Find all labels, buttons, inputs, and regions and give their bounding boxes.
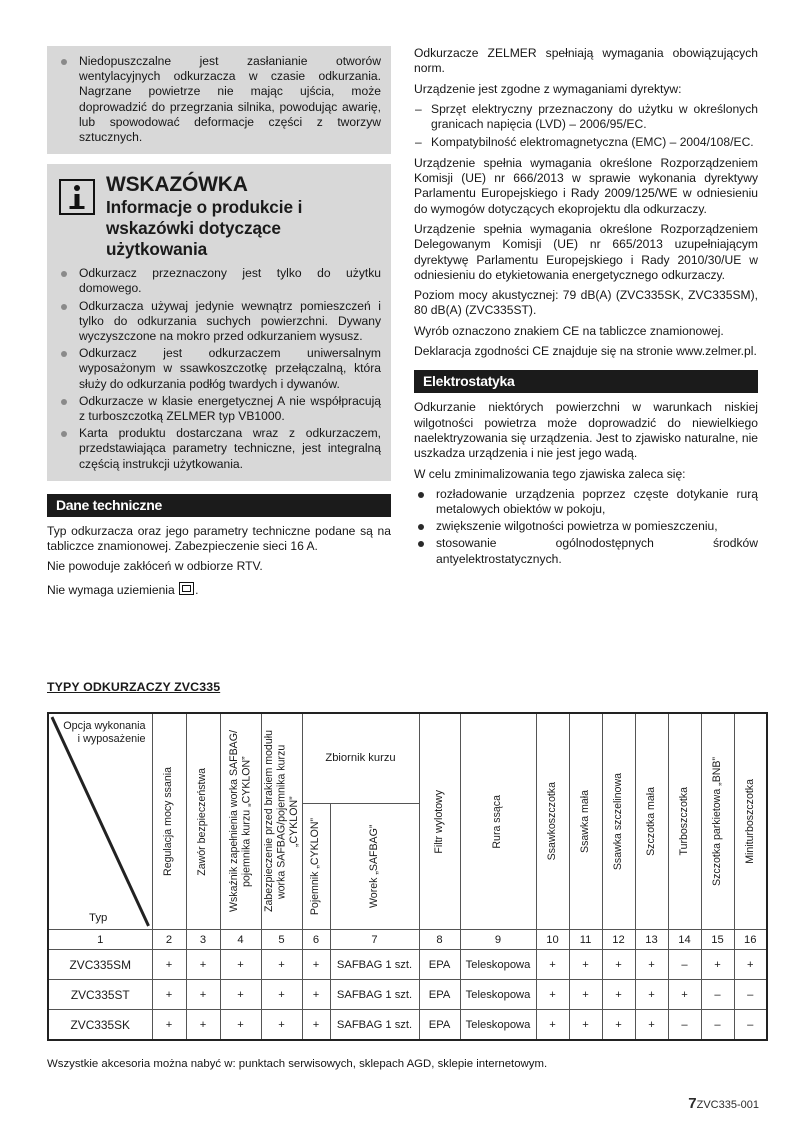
cell: + — [220, 980, 261, 1010]
specification-table — [47, 712, 768, 1041]
directives-list — [414, 102, 758, 151]
group-header-zbiornik-kurzu: Zbiornik kurzu — [302, 713, 419, 803]
cell: + — [668, 980, 701, 1010]
list-item — [414, 487, 758, 517]
cell: + — [302, 980, 330, 1010]
bullet-icon — [418, 492, 424, 498]
cell: + — [569, 950, 602, 980]
regulation-paragraph-4: Wyrób oznaczono znakiem CE na tabliczce znamionowej. — [414, 323, 724, 338]
cell: + — [220, 950, 261, 980]
cell: Teleskopowa — [460, 1010, 536, 1041]
list-item-text: Niedopuszczalne jest zasłanianie otworów wentylacyjnych odkurzacza w czasie odkurzania. Nagrzane powietrze nie mając ujścia, może doprowadzić do przegrzania silnika, powodując awarię, lub spowodować deformacje części z tworzyw sztucznych. — [79, 54, 381, 145]
list-item-text: Odkurzacz jest odkurzaczem uniwersalnym wyposażonym w ssawkoszczotkę przełączalną, która służy do odkurzania podłóg twardych i dywanów. — [79, 346, 381, 391]
cell: + — [602, 1010, 635, 1041]
col-number: 1 — [48, 930, 152, 950]
col-header-13: Turboszczotka — [668, 713, 701, 930]
list-item — [57, 299, 381, 345]
electrostatic-list — [414, 487, 758, 567]
row-type: ZVC335SM — [48, 950, 152, 980]
warning-note-block — [47, 46, 391, 154]
info-icon-dot — [74, 185, 80, 191]
cell: + — [734, 950, 767, 980]
bullet-icon — [61, 271, 67, 277]
cell: + — [186, 1010, 220, 1041]
tip-subtitle: Informacje o produkcie i wskazówki dotyczące użytkowania — [106, 197, 303, 260]
cell: + — [186, 950, 220, 980]
col-header-6: Worek „SAFBAG” — [330, 803, 419, 929]
two-column-body — [47, 46, 759, 598]
cell: EPA — [419, 1010, 460, 1041]
col-header-1: Regulacja mocy ssania — [152, 713, 186, 930]
cell: SAFBAG 1 szt. — [330, 1010, 419, 1041]
list-item — [57, 394, 381, 424]
regulation-paragraph-3: Poziom mocy akustycznej: 79 dB(A) (ZVC335SK, ZVC335SM), 80 dB(A) (ZVC335ST). — [414, 288, 758, 318]
col-number: 6 — [302, 930, 330, 950]
cell: + — [536, 1010, 569, 1041]
bullet-icon — [61, 399, 67, 405]
list-item-text: Odkurzacz przeznaczony jest tylko do użytku domowego. — [79, 266, 381, 296]
table-title: TYPY ODKURZACZY ZVC335 — [47, 680, 221, 694]
col-number: 5 — [261, 930, 302, 950]
grounding-line — [47, 582, 391, 598]
diagonal-divider-icon — [49, 714, 152, 929]
left-column — [47, 46, 391, 598]
table-row — [48, 1010, 767, 1041]
list-item — [57, 54, 381, 145]
col-header-3: Wskaźnik zapełnienia worka SAFBAG/ pojemnika kurzu „CYKLON” — [220, 713, 261, 930]
cell: + — [635, 980, 668, 1010]
cell: – — [701, 1010, 734, 1041]
dash-icon: – — [415, 101, 422, 116]
intro-paragraph-1: Odkurzacze ZELMER spełniają wymagania obowiązujących norm. — [414, 46, 758, 76]
list-item-text: Kompatybilność elektromagnetyczna (EMC) – 2004/108/EC. — [431, 135, 754, 150]
dash-icon: – — [415, 135, 422, 150]
table-footnote: Wszystkie akcesoria można nabyć w: punktach serwisowych, sklepach AGD, sklepie internetowym. — [47, 1058, 548, 1070]
document-code: ZVC335-001 — [696, 1099, 759, 1111]
bullet-icon — [61, 351, 67, 357]
grounding-suffix: . — [195, 582, 199, 597]
cell: + — [152, 950, 186, 980]
electrostatic-paragraph-2: W celu zminimalizowania tego zjawiska zaleca się: — [414, 466, 686, 481]
cell: + — [536, 950, 569, 980]
cell: + — [635, 950, 668, 980]
corner-option-label: Opcja wykonania i wyposażenie — [63, 720, 146, 745]
cell: + — [220, 1010, 261, 1041]
col-header-12: Szczotka mała — [635, 713, 668, 930]
col-number: 12 — [602, 930, 635, 950]
cell: – — [734, 1010, 767, 1041]
col-number: 4 — [220, 930, 261, 950]
list-item-text: Odkurzacza używaj jedynie wewnątrz pomieszczeń i tylko do odkurzania suchych powierzchni. Dywany wyczyszczone na mokro przed odkurzaniem wysusz. — [79, 298, 381, 344]
corner-cell — [48, 713, 152, 930]
cell: – — [668, 950, 701, 980]
col-header-10: Ssawka mała — [569, 713, 602, 930]
corner-type-label: Typ — [89, 912, 108, 924]
cell: EPA — [419, 980, 460, 1010]
page-number: 7 — [688, 1095, 697, 1112]
cell: – — [734, 980, 767, 1010]
cell: + — [536, 980, 569, 1010]
electrostatic-paragraph-1: Odkurzanie niektórych powierzchni w warunkach niskiej wilgotności powietrza może doprowadzić do niewielkiego naelektryzowania się urządzenia. Jest to zjawisko naturalne, nie uszkadza urządzenia i nie jest jego wadą. — [414, 400, 758, 461]
col-number: 7 — [330, 930, 419, 950]
cell: + — [261, 980, 302, 1010]
regulation-paragraph-1: Urządzenie spełnia wymagania określone Rozporządzeniem Komisji (UE) nr 666/2013 w sprawie wykonania dyrektywy Parlamentu Europejskiego i Rady 2009/125/WE w odniesieniu do wymogów dotyczących ekoprojektu dla odkurzaczy. — [414, 155, 758, 216]
intro-paragraph-2: Urządzenie jest zgodne z wymaganiami dyrektyw: — [414, 81, 682, 96]
cell: + — [186, 980, 220, 1010]
col-number: 11 — [569, 930, 602, 950]
col-header-7: Filtr wylotowy — [419, 713, 460, 930]
list-item-text: stosowanie ogólnodostępnych środków antyelektrostatycznych. — [436, 536, 758, 566]
col-header-2: Zawór bezpieczeństwa — [186, 713, 220, 930]
cell: SAFBAG 1 szt. — [330, 950, 419, 980]
col-header-4: Zabezpieczenie przed brakiem modułu worka SAFBAG/pojemnika kurzu „CYKLON” — [261, 713, 302, 930]
cell: SAFBAG 1 szt. — [330, 980, 419, 1010]
cell: + — [569, 980, 602, 1010]
table-row — [48, 950, 767, 980]
right-column — [414, 46, 758, 598]
list-item-text: rozładowanie urządzenia poprzez częste dotykanie rurą metalowych obiektów w pokoju, — [436, 486, 758, 517]
list-item-text: Karta produktu dostarczana wraz z odkurzaczem, przedstawiająca parametry techniczne, jest integralną częścią instrukcji użytkowania. — [79, 426, 381, 471]
cell: + — [302, 950, 330, 980]
info-icon-base — [70, 206, 85, 210]
col-header-5: Pojemnik „CYKLON” — [302, 803, 330, 929]
list-item-text: zwiększenie wilgotności powietrza w pomieszczeniu, — [436, 519, 718, 534]
cell: + — [261, 950, 302, 980]
col-header-15: Miniturboszczotka — [734, 713, 767, 930]
list-item — [414, 135, 758, 150]
col-header-14: Szczotka parkietowa „BNB” — [701, 713, 734, 930]
cell: Teleskopowa — [460, 950, 536, 980]
cell: Teleskopowa — [460, 980, 536, 1010]
grounding-text: Nie wymaga uziemienia — [47, 582, 179, 597]
cell: + — [569, 1010, 602, 1041]
page-footer — [688, 1095, 759, 1112]
tip-header — [57, 170, 381, 266]
col-number: 8 — [419, 930, 460, 950]
cell: EPA — [419, 950, 460, 980]
info-icon — [59, 179, 95, 215]
cell: – — [668, 1010, 701, 1041]
bullet-icon — [61, 304, 67, 310]
class-2-double-insulation-icon — [179, 582, 194, 595]
table-number-row — [48, 930, 767, 950]
section-heading-elektrostatyka: Elektrostatyka — [414, 370, 758, 393]
list-item-text: Sprzęt elektryczny przeznaczony do użytku w określonych granicach napięcia (LVD) – 2006/95/EC. — [431, 101, 758, 132]
col-number: 2 — [152, 930, 186, 950]
list-item — [57, 426, 381, 472]
tip-title: WSKAZÓWKA — [106, 173, 248, 197]
regulation-paragraph-2: Urządzenie spełnia wymagania określone Rozporządzeniem Delegowanym Komisji (UE) nr 665/2013 uzupełniającym dyrektywę Parlamentu Europejskiego i Rady 2010/30/UE w odniesieniu do etykietowania energetycznego odkurzaczy. — [414, 221, 758, 282]
section-heading-dane-techniczne: Dane techniczne — [47, 494, 391, 517]
cell: + — [261, 1010, 302, 1041]
regulation-paragraph-5: Deklaracja zgodności CE znajduje się na stronie www.zelmer.pl. — [414, 344, 757, 359]
bullet-icon — [418, 524, 424, 530]
tip-header-text — [106, 174, 381, 260]
row-type: ZVC335ST — [48, 980, 152, 1010]
tip-list — [57, 266, 381, 472]
col-number: 3 — [186, 930, 220, 950]
tech-paragraph-2: Nie powoduje zakłóceń w odbiorze RTV. — [47, 559, 263, 574]
cell: + — [701, 950, 734, 980]
warning-list — [57, 54, 381, 145]
bullet-icon — [61, 431, 67, 437]
cell: + — [602, 950, 635, 980]
col-number: 10 — [536, 930, 569, 950]
list-item — [414, 519, 758, 534]
list-item — [57, 346, 381, 392]
cell: + — [602, 980, 635, 1010]
tech-paragraph-1: Typ odkurzacza oraz jego parametry techniczne podane są na tabliczce znamionowej. Zabezpieczenie sieci 16 A. — [47, 523, 391, 554]
col-header-9: Ssawkoszczotka — [536, 713, 569, 930]
table-header-row-1 — [48, 713, 767, 803]
bullet-icon — [418, 541, 424, 547]
col-number: 9 — [460, 930, 536, 950]
cell: + — [152, 980, 186, 1010]
col-number: 16 — [734, 930, 767, 950]
list-item — [57, 266, 381, 296]
col-header-8: Rura ssąca — [460, 713, 536, 930]
tip-note-block — [47, 164, 391, 481]
cell: + — [302, 1010, 330, 1041]
col-number: 15 — [701, 930, 734, 950]
table-row — [48, 980, 767, 1010]
bullet-icon — [61, 59, 67, 65]
row-type: ZVC335SK — [48, 1010, 152, 1041]
col-number: 14 — [668, 930, 701, 950]
list-item — [414, 102, 758, 133]
cell: + — [152, 1010, 186, 1041]
cell: – — [701, 980, 734, 1010]
list-item — [414, 536, 758, 566]
cell: + — [635, 1010, 668, 1041]
col-number: 13 — [635, 930, 668, 950]
col-header-11: Ssawka szczelinowa — [602, 713, 635, 930]
list-item-text: Odkurzacze w klasie energetycznej A nie współpracują z turboszczotką ZELMER typ VB1000. — [79, 393, 381, 424]
